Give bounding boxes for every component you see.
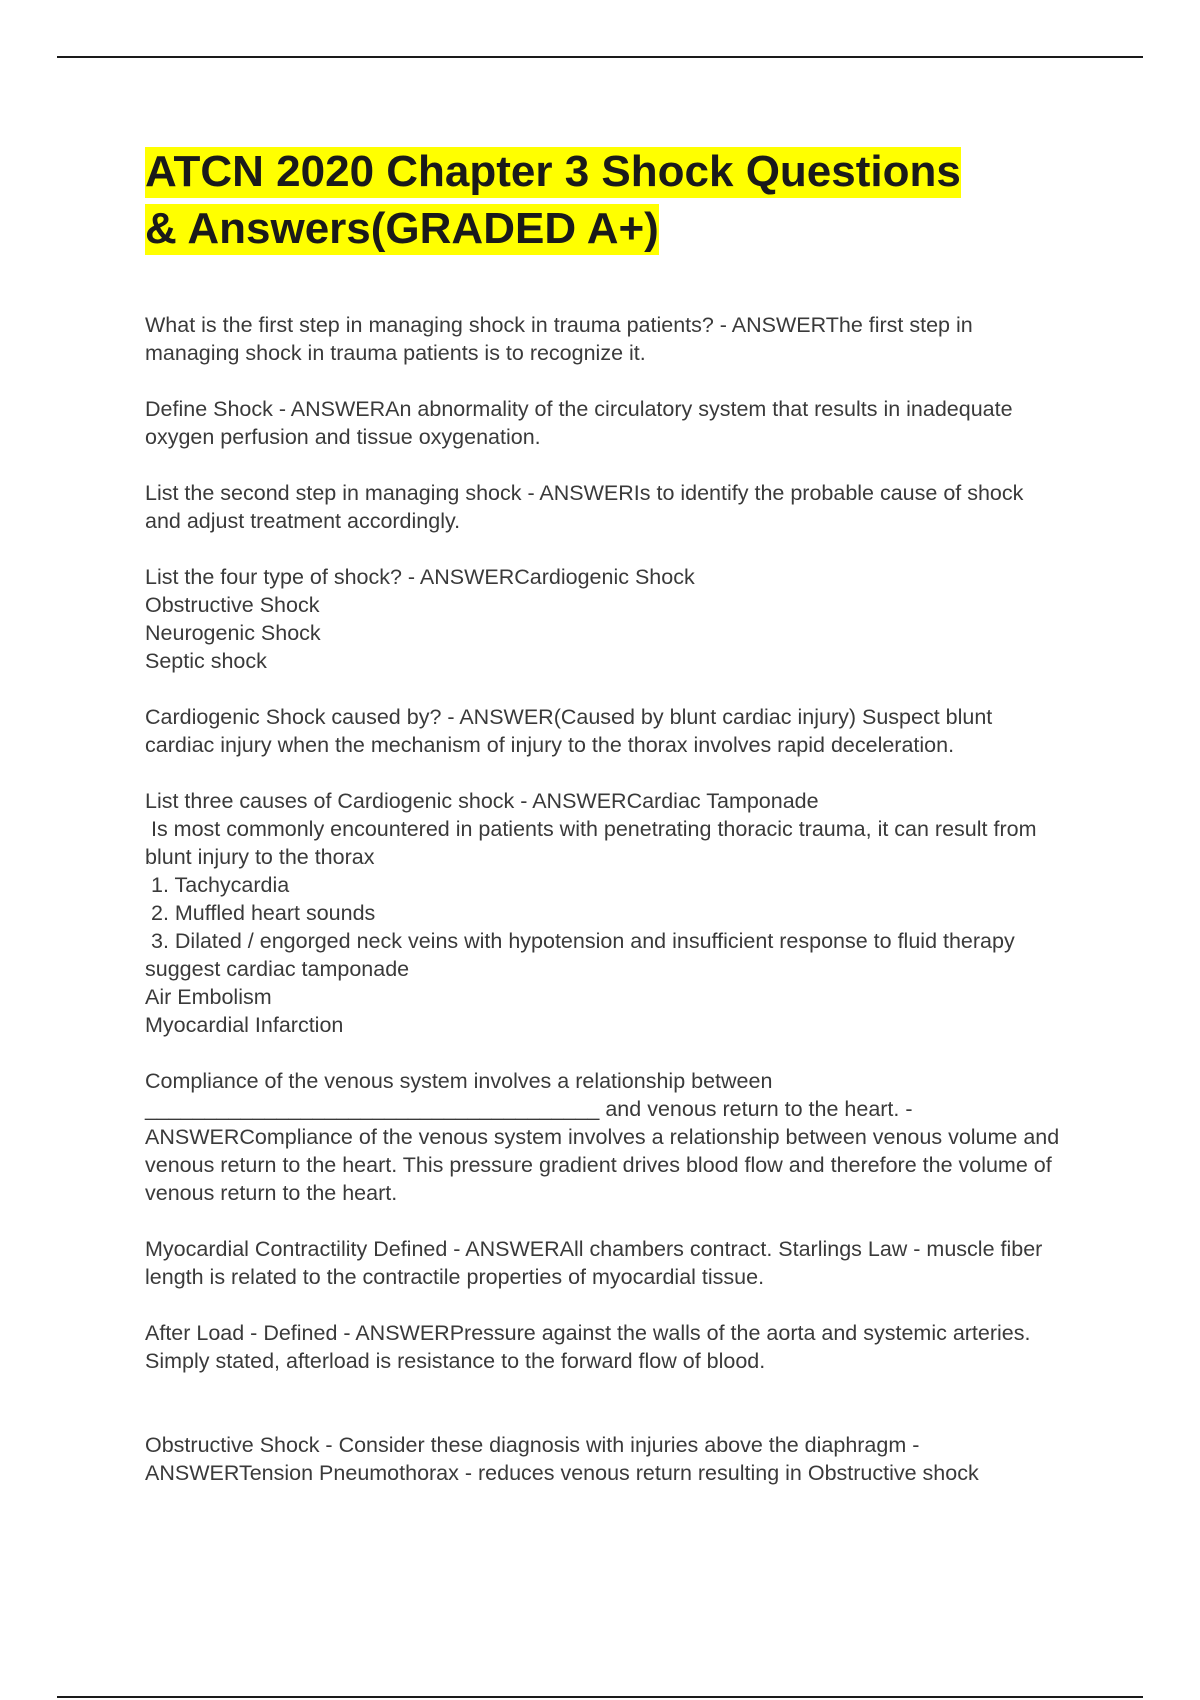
qa-item-2: Define Shock - ANSWERAn abnormality of the circulatory system that results in inadequate oxygen perfusion and tissue oxygenation. bbox=[145, 397, 1019, 449]
title-line-2: & Answers(GRADED A+) bbox=[145, 204, 659, 253]
title-line-1: ATCN 2020 Chapter 3 Shock Questions bbox=[145, 147, 961, 196]
qa-item-4: List the four type of shock? - ANSWERCardiogenic Shock Obstructive Shock Neurogenic Shock Septic shock bbox=[145, 565, 695, 673]
qa-item-8: Myocardial Contractility Defined - ANSWERAll chambers contract. Starlings Law - muscle fiber length is related to the contractile properties of myocardial tissue. bbox=[145, 1237, 1049, 1289]
qa-list bbox=[145, 311, 1065, 1515]
qa-item-1: What is the first step in managing shock in trauma patients? - ANSWERThe first step in managing shock in trauma patients is to recognize it. bbox=[145, 313, 979, 365]
qa-item-6: List three causes of Cardiogenic shock - ANSWERCardiac Tamponade Is most commonly encountered in patients with penetrating thoracic trauma, it can result from blunt injury to the thorax 1. Tachycardia 2. Muffled heart sounds 3. Dilated / engorged neck veins with hypotension and insufficient response to fluid therapy suggest cardiac tamponade Air Embolism Myocardial Infarction bbox=[145, 789, 1037, 1037]
title-highlight bbox=[145, 147, 961, 255]
bottom-rule bbox=[57, 1696, 1143, 1698]
qa-item-9: After Load - Defined - ANSWERPressure against the walls of the aorta and systemic arteries. Simply stated, afterload is resistance to the forward flow of blood. bbox=[145, 1321, 1037, 1373]
qa-item-7: Compliance of the venous system involves a relationship between ______________________________________ and venous return to the heart. - ANSWERCompliance of the venous system involves a relationship between venous volume and venous return to the heart. This pressure gradient drives blood flow and therefore the volume of venous return to the heart. bbox=[145, 1069, 1066, 1205]
top-rule bbox=[57, 56, 1143, 58]
page-title bbox=[145, 143, 1065, 257]
qa-item-10: Obstructive Shock - Consider these diagnosis with injuries above the diaphragm - ANSWERTension Pneumothorax - reduces venous return resulting in Obstructive shock bbox=[145, 1433, 979, 1485]
qa-item-3: List the second step in managing shock - ANSWERIs to identify the probable cause of shock and adjust treatment accordingly. bbox=[145, 481, 1030, 533]
qa-item-5: Cardiogenic Shock caused by? - ANSWER(Caused by blunt cardiac injury) Suspect blunt cardiac injury when the mechanism of injury to the thorax involves rapid deceleration. bbox=[145, 705, 999, 757]
